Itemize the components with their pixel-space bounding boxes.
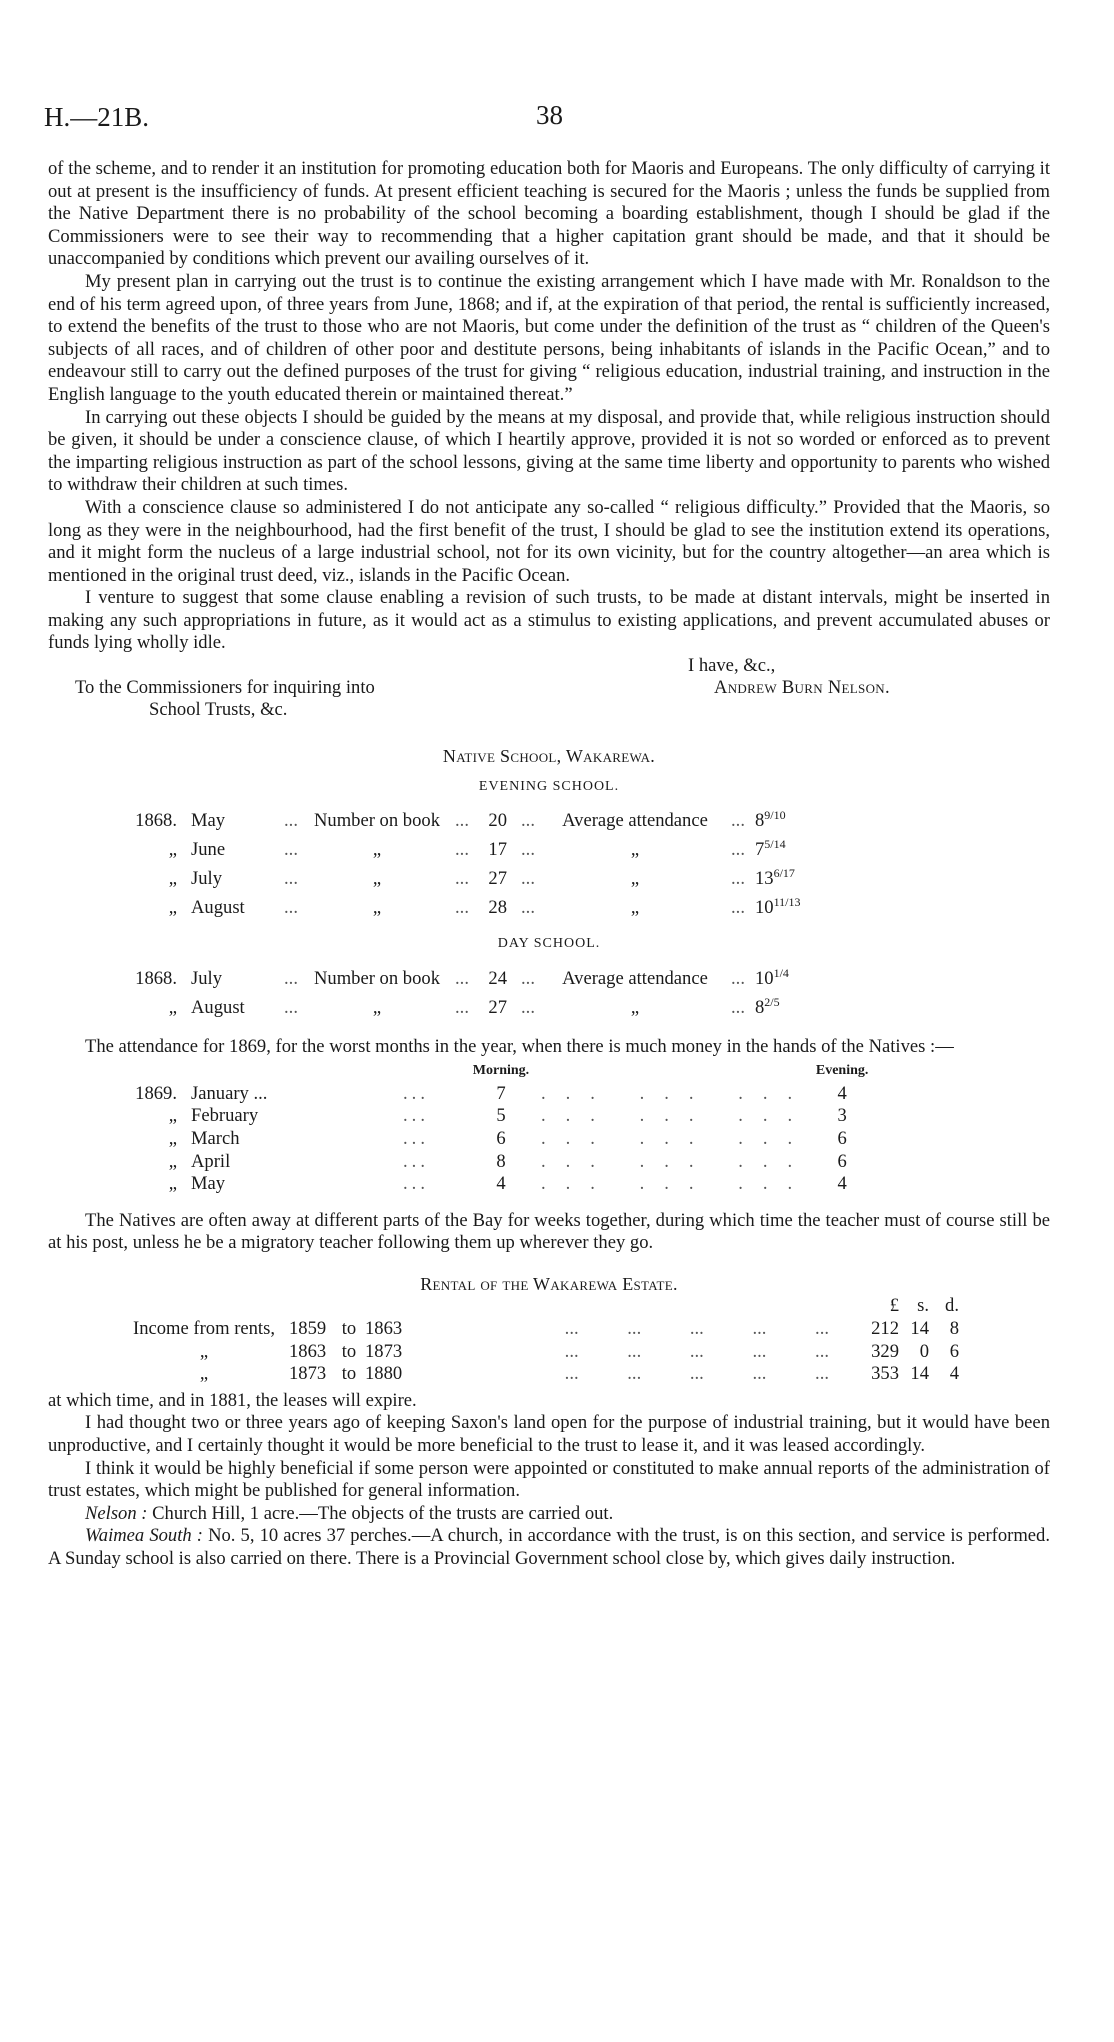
table-row (119, 1128, 872, 1151)
shillings-value: 14 (910, 1363, 929, 1385)
number-label: Number on book (313, 968, 440, 990)
rental-title: Rental of the Wakarewa Estate. (420, 1273, 678, 1294)
average-attendance (755, 891, 815, 920)
table-row (119, 833, 815, 862)
rent-to-word: to (341, 1318, 357, 1340)
year-cell: „ (168, 868, 177, 889)
school-title: Native School, Wakarewa. (442, 746, 656, 767)
average-whole: 10 (755, 968, 774, 990)
paragraph (48, 1525, 1050, 1570)
leader-dots: ... (455, 896, 469, 918)
attendance-table (119, 1060, 872, 1196)
table-header-row (119, 1060, 872, 1083)
leader-dots: ... (731, 839, 745, 861)
leader-dots: ... ... ... (541, 1173, 813, 1195)
rent-from-year: 1873 (289, 1363, 327, 1385)
number-label: „ (372, 896, 382, 918)
evening-count: 3 (837, 1105, 847, 1127)
number-label: „ (372, 839, 382, 861)
leader-dots: ... ... ... (541, 1082, 813, 1104)
table-row (119, 991, 815, 1020)
number-on-book: 27 (488, 996, 507, 1018)
month-cell: July (191, 968, 222, 990)
year-cell: 1869. (135, 1082, 177, 1104)
month-cell: January ... (191, 1082, 268, 1104)
leader-dots: ... (284, 810, 298, 832)
pounds-value: 353 (871, 1363, 899, 1385)
shillings-value: 0 (919, 1340, 929, 1362)
leader-dots: ... (731, 810, 745, 832)
rent-from-year: 1863 (289, 1340, 327, 1362)
waimea-text: No. 5, 10 acres 37 perches.—A church, in accordance with the trust, is on this section, and service is performed. A Sunday school is also carried on there. There is a Provincial Government school close by, which gives daily instruction. (48, 1525, 1050, 1569)
average-whole: 8 (755, 996, 765, 1018)
average-attendance (755, 804, 815, 833)
average-label: „ (630, 868, 640, 889)
shillings-value: 14 (910, 1318, 929, 1340)
month-cell: March (191, 1127, 240, 1149)
year-cell: „ (168, 1105, 177, 1127)
letter-closing (48, 655, 1050, 721)
leader-dots: ... (521, 968, 535, 990)
leader-dots: ... (521, 839, 535, 861)
number-label: „ (372, 868, 382, 889)
leader-dots: ... (455, 810, 469, 832)
average-fraction: 2/5 (764, 994, 780, 1009)
attendance-intro: The attendance for 1869, for the worst months in the year, when there is much money in the hands of the Natives :— (85, 1035, 954, 1057)
rent-label: „ (199, 1363, 209, 1385)
number-on-book: 27 (488, 868, 507, 889)
month-cell: August (191, 896, 245, 918)
table-row (119, 1341, 959, 1364)
leader-dots: ... ... ... (541, 1127, 813, 1149)
leader-dots: ... ... ... (541, 1150, 813, 1172)
paragraph: The Natives are often away at different parts of the Bay for weeks together, during which time the teacher must of course still be at his post, unless he be a migratory teacher following them up wherever they go. (48, 1209, 1050, 1254)
rent-label: „ (199, 1340, 209, 1362)
paragraph: I venture to suggest that some clause enabling a revision of such trusts, to be made at distant intervals, might be inserted in making any such appropriations in future, as it would act as a stimulus to existing applications, and prevent accumulated abuses or funds lying wholly idle. (48, 587, 1050, 654)
table-row (119, 1151, 872, 1174)
average-attendance (755, 833, 815, 862)
paragraph: at which time, and in 1881, the leases will expire. (48, 1389, 417, 1411)
paragraph: I think it would be highly beneficial if some person were appointed or constituted to make annual reports of the administration of trust estates, which might be published for general information. (48, 1457, 1050, 1502)
addressee-line: School Trusts, &c. (149, 699, 288, 721)
number-label: Number on book (313, 810, 440, 832)
document-body (48, 158, 1050, 1571)
average-whole: 8 (755, 810, 765, 832)
pounds-value: 329 (871, 1340, 899, 1362)
average-whole: 7 (755, 839, 765, 861)
closing-regards: I have, &c., (688, 655, 776, 677)
month-cell: May (191, 810, 226, 832)
year-cell: „ (168, 839, 177, 861)
table-row (119, 962, 815, 991)
paragraph: I had thought two or three years ago of keeping Saxon's land open for the purpose of industrial training, but it would have been unproductive, and I certainly thought it would be more beneficial to the trust to lease it, and it was leased accordingly. (48, 1412, 1050, 1457)
average-label: Average attendance (562, 968, 708, 990)
shillings-header: s. (917, 1295, 929, 1317)
morning-count: 5 (496, 1105, 506, 1127)
paragraph: With a conscience clause so administered I do not anticipate any so-called “ religious difficulty.” Provided that the Maoris, so long as they were in the neighbourhood, had the first benefit of the trust, I should be glad to see the institution extend its operations, and it might form the nucleus of a large industrial school, not for its own vicinity, but for the country altogether—an area which is mentioned in the original trust deed, viz., islands in the Pacific Ocean. (48, 496, 1050, 586)
page-number: 38 (536, 100, 563, 130)
month-cell: June (191, 839, 226, 861)
leader-dots: ... (284, 839, 298, 861)
average-attendance (755, 991, 815, 1020)
evening-header: Evening. (815, 1063, 869, 1079)
pence-header: d. (945, 1295, 959, 1317)
rent-period (119, 1341, 859, 1364)
pounds-value: 212 (871, 1318, 899, 1340)
morning-count: 6 (496, 1127, 506, 1149)
leader-dots: ... (521, 896, 535, 918)
paragraph: of the scheme, and to render it an institution for promoting education both for Maoris and Europeans. The only difficulty of carrying it out at present is the insufficiency of funds. At present efficient teaching is secured for the Maoris ; unless the funds be supplied from the Native Department there is no probability of the school becoming a boarding establishment, though I should be glad if the Commissioners were to see their way to recommending that a higher capitation grant should be made, and that it should be unaccompanied by conditions which prevent our availing ourselves of it. (48, 158, 1050, 270)
signature: Andrew Burn Nelson. (714, 677, 890, 699)
leader-dots: ... ... ... ... ... (564, 1318, 829, 1340)
table-header-row (119, 1295, 959, 1318)
average-fraction: 5/14 (764, 837, 786, 852)
day-school-table (119, 962, 815, 1020)
leader-dots: ... (731, 896, 745, 918)
year-cell: „ (168, 896, 177, 918)
number-on-book: 24 (488, 968, 507, 990)
pence-value: 6 (949, 1340, 959, 1362)
leader-dots: ... (284, 868, 298, 889)
year-cell: „ (168, 1127, 177, 1149)
average-whole: 10 (755, 896, 774, 918)
table-row (119, 862, 815, 891)
evening-count: 6 (837, 1150, 847, 1172)
spacer (541, 1060, 812, 1083)
leader-dots: ... ... ... ... ... (564, 1363, 829, 1385)
leader-dots: ... (455, 996, 469, 1018)
waimea-label: Waimea South : (85, 1525, 203, 1547)
leader-dots: ... (403, 1173, 429, 1195)
leader-dots: ... (284, 968, 298, 990)
table-row (119, 1083, 872, 1106)
evening-count: 4 (837, 1173, 847, 1195)
rent-period (119, 1318, 859, 1341)
year-cell: 1868. (135, 810, 177, 832)
paragraph: My present plan in carrying out the trust is to continue the existing arrangement which I have made with Mr. Ronaldson to the end of his term agreed upon, of three years from June, 1868; and if, at the expiration of that period, the rental is sufficiently increased, to extend the benefits of the trust to those who are not Maoris, but come under the definition of the trust as “ children of the Queen's subjects of all races, and of children of other poor and destitute persons, being inhabitants of islands in the Pacific Ocean,” and to endeavour still to carry out the defined purposes of the trust for giving “ religious education, industrial training, and instruction in the English language to the youth educated therein or maintained thereat.” (48, 270, 1050, 405)
paragraph: In carrying out these objects I should be guided by the means at my disposal, and provide that, while religious instruction should be given, it should be under a conscience clause, of which I heartily approve, provided it is not so worded or enforced as to prevent the imparting religious instruction as part of the school lessons, giving at the same time liberty and opportunity to parents who wished to withdraw their children at such times. (48, 406, 1050, 496)
number-on-book: 17 (488, 839, 507, 861)
leader-dots: ... (521, 810, 535, 832)
leader-dots: ... ... ... (541, 1105, 813, 1127)
morning-count: 8 (496, 1150, 506, 1172)
nelson-label: Nelson : (85, 1502, 148, 1524)
number-on-book: 28 (488, 896, 507, 918)
rent-period (119, 1363, 859, 1386)
evening-school-table (119, 804, 815, 919)
evening-school-heading: EVENING SCHOOL. (478, 778, 620, 794)
leader-dots: ... (731, 996, 745, 1018)
average-attendance (755, 862, 815, 891)
average-fraction: 6/17 (773, 865, 795, 880)
table-row (119, 1363, 959, 1386)
rent-period-line (119, 1363, 859, 1386)
table-row (119, 804, 815, 833)
average-whole: 13 (755, 868, 774, 889)
month-cell: May (191, 1173, 226, 1195)
evening-count: 6 (837, 1127, 847, 1149)
pence-value: 4 (949, 1363, 959, 1385)
rent-to-year: 1880 (365, 1363, 403, 1385)
rent-to-year: 1873 (365, 1340, 403, 1362)
number-on-book: 20 (488, 810, 507, 832)
paragraph (48, 1503, 1050, 1526)
pounds-header: £ (889, 1295, 899, 1317)
year-cell: „ (168, 1173, 177, 1195)
morning-count: 4 (496, 1173, 506, 1195)
leader-dots: ... (284, 896, 298, 918)
month-cell: July (191, 868, 222, 889)
leader-dots: ... (455, 868, 469, 889)
spacer (119, 1060, 177, 1083)
leader-dots: ... (521, 996, 535, 1018)
morning-header: Morning. (472, 1063, 530, 1079)
rent-to-year: 1863 (365, 1318, 403, 1340)
average-fraction: 1/4 (773, 965, 789, 980)
average-label: Average attendance (562, 810, 708, 832)
rent-label: Income from rents, (133, 1318, 275, 1340)
average-fraction: 9/10 (764, 808, 786, 823)
rental-table (119, 1295, 959, 1385)
average-label: „ (630, 996, 640, 1018)
month-cell: April (191, 1150, 231, 1172)
table-row (119, 1105, 872, 1128)
morning-count: 7 (496, 1082, 506, 1104)
leader-dots: ... (403, 1082, 429, 1104)
number-label: „ (372, 996, 382, 1018)
table-row (119, 1173, 872, 1196)
pence-value: 8 (949, 1318, 959, 1340)
rent-period-line (119, 1318, 859, 1341)
day-school-heading: DAY SCHOOL. (497, 936, 601, 952)
leader-dots: ... (455, 968, 469, 990)
average-attendance (755, 962, 815, 991)
year-cell: 1868. (135, 968, 177, 990)
addressee-line: To the Commissioners for inquiring into (75, 677, 375, 699)
month-cell: February (191, 1105, 259, 1127)
leader-dots: ... ... ... ... ... (564, 1340, 829, 1362)
leader-dots: ... (403, 1127, 429, 1149)
leader-dots: ... (521, 868, 535, 889)
month-cell: August (191, 996, 245, 1018)
rent-period-line (119, 1341, 859, 1364)
spacer (177, 1060, 371, 1083)
nelson-text: Church Hill, 1 acre.—The objects of the trusts are carried out. (152, 1502, 614, 1524)
leader-dots: ... (731, 868, 745, 889)
rent-from-year: 1859 (289, 1318, 327, 1340)
leader-dots: ... (731, 968, 745, 990)
leader-dots: ... (284, 996, 298, 1018)
average-label: „ (630, 839, 640, 861)
rent-to-word: to (341, 1340, 357, 1362)
year-cell: „ (168, 1150, 177, 1172)
document-reference: H.—21B. (44, 102, 150, 132)
table-row (119, 891, 815, 920)
spacer (371, 1060, 461, 1083)
leader-dots: ... (403, 1150, 429, 1172)
leader-dots: ... (455, 839, 469, 861)
spacer (119, 1295, 859, 1318)
average-fraction: 11/13 (773, 894, 801, 909)
leader-dots: ... (403, 1105, 429, 1127)
year-cell: „ (168, 996, 177, 1018)
average-label: „ (630, 896, 640, 918)
evening-count: 4 (837, 1082, 847, 1104)
rent-to-word: to (341, 1363, 357, 1385)
table-row (119, 1318, 959, 1341)
